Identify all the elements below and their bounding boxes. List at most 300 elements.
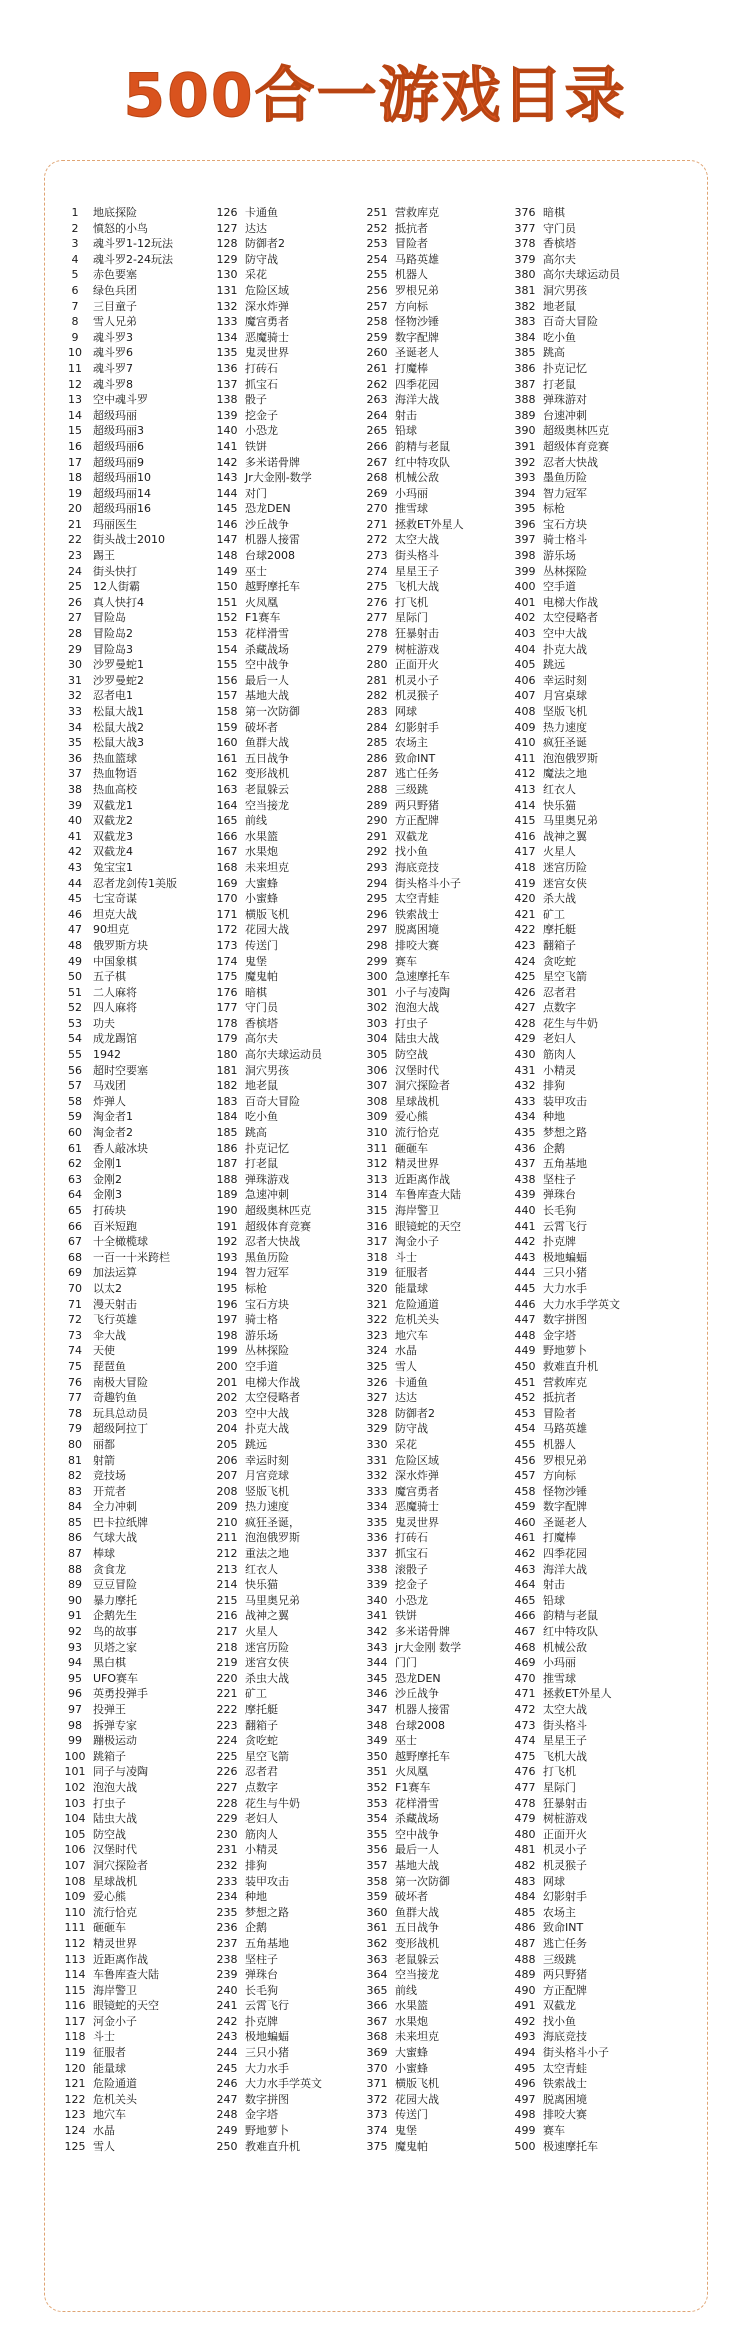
game-entry [61, 1109, 211, 1125]
game-name: 小蜜蜂 [395, 2061, 428, 2075]
game-name: 扑克大战 [543, 642, 587, 656]
game-name: 马路英雄 [543, 1422, 587, 1436]
game-entry [213, 2045, 363, 2061]
game-list-columns [45, 205, 709, 2305]
game-number: 485 [514, 1905, 536, 1919]
game-name: 多米诺骨牌 [245, 455, 300, 469]
game-name: 花生与牛奶 [543, 1016, 598, 1030]
game-entry [61, 1764, 211, 1780]
game-number: 15 [68, 424, 82, 438]
game-entry [213, 455, 363, 471]
game-number: 410 [514, 736, 536, 750]
game-number: 282 [366, 689, 388, 703]
game-entry [61, 1624, 211, 1640]
game-entry [511, 954, 661, 970]
game-name: 打砖块 [93, 1204, 126, 1217]
game-name: 快乐猫 [245, 1578, 278, 1592]
game-entry [213, 735, 363, 751]
game-name: 花样滑雪 [245, 627, 289, 641]
game-name: 百奇大冒险 [245, 1094, 300, 1108]
game-name: 第一次防御 [395, 1874, 450, 1888]
game-entry [363, 985, 513, 1001]
game-name: 网球 [543, 1874, 565, 1888]
game-number: 60 [68, 1126, 82, 1140]
game-entry [363, 1998, 513, 2014]
game-entry [61, 2014, 211, 2030]
game-entry [363, 2045, 513, 2061]
game-name: 百奇大冒险 [543, 315, 598, 329]
game-entry [61, 1250, 211, 1266]
game-entry [363, 1234, 513, 1250]
game-entry [511, 1375, 661, 1391]
game-number: 166 [216, 829, 238, 843]
game-name: 加法运算 [93, 1266, 137, 1280]
game-name: 未来坦克 [245, 860, 289, 874]
game-number: 196 [216, 1297, 238, 1311]
game-number: 371 [366, 2077, 388, 2091]
game-number: 211 [216, 1531, 238, 1545]
game-name: 小玛丽 [395, 486, 428, 500]
page-title: 500合一游戏目录 [123, 61, 627, 131]
game-number: 248 [216, 2108, 238, 2122]
game-number: 249 [216, 2124, 238, 2138]
game-entry [511, 2029, 661, 2045]
game-entry [363, 2123, 513, 2139]
game-name: 深水炸弹 [245, 299, 289, 313]
game-number: 449 [514, 1344, 536, 1358]
game-entry [213, 720, 363, 736]
game-name: 拯救ET外星人 [395, 517, 464, 531]
game-entry [511, 532, 661, 548]
game-name: 90坦克 [93, 923, 129, 937]
game-entry [61, 205, 211, 221]
game-entry [61, 439, 211, 455]
game-name: 滚骰子 [395, 1562, 428, 1576]
game-number: 269 [366, 486, 388, 500]
game-entry [363, 1047, 513, 1063]
game-name: 小恐龙 [245, 424, 278, 438]
game-entry [511, 844, 661, 860]
game-number: 165 [216, 814, 238, 828]
game-number: 234 [216, 1890, 238, 1904]
game-name: 沙罗曼蛇1 [93, 658, 144, 672]
game-entry [213, 1359, 363, 1375]
game-number: 4 [71, 252, 79, 266]
game-entry [213, 2107, 363, 2123]
game-entry [363, 1172, 513, 1188]
game-entry [61, 455, 211, 471]
game-name: 找小鱼 [543, 2014, 576, 2028]
game-name: 能量球 [395, 1281, 428, 1295]
game-name: 鬼堡 [245, 954, 267, 968]
game-number: 96 [68, 1687, 82, 1701]
game-name: 守门员 [245, 1001, 278, 1015]
game-name: 采花 [395, 1437, 417, 1451]
game-entry [511, 2061, 661, 2077]
game-entry [61, 1421, 211, 1437]
game-name: 弹珠台 [245, 1968, 278, 1982]
game-entry [213, 2123, 363, 2139]
game-number: 468 [514, 1640, 536, 1654]
game-name: 正面开火 [543, 1827, 587, 1841]
game-entry [511, 1016, 661, 1032]
game-entry [511, 1437, 661, 1453]
game-number: 466 [514, 1609, 536, 1623]
game-entry [511, 1967, 661, 1983]
game-number: 239 [216, 1968, 238, 1982]
game-number: 380 [514, 268, 536, 282]
game-number: 132 [216, 299, 238, 313]
game-number: 327 [366, 1391, 388, 1405]
game-number: 374 [366, 2124, 388, 2138]
game-entry [511, 1172, 661, 1188]
game-name: 全力冲刺 [93, 1500, 137, 1514]
game-name: 红衣人 [543, 782, 576, 796]
game-number: 176 [216, 985, 238, 999]
game-entry [363, 1219, 513, 1235]
game-entry [511, 1312, 661, 1328]
game-entry [363, 299, 513, 315]
game-entry [511, 1047, 661, 1063]
game-number: 260 [366, 346, 388, 360]
game-name: 车鲁库查大陆 [93, 1968, 159, 1982]
game-entry [511, 2045, 661, 2061]
game-entry [511, 735, 661, 751]
game-entry [363, 564, 513, 580]
game-name: 扑克大战 [245, 1422, 289, 1436]
game-entry [363, 1936, 513, 1952]
game-name: 深水炸弹 [395, 1469, 439, 1483]
game-name: 跳远 [543, 658, 565, 672]
game-name: 大力水手学英文 [245, 2077, 322, 2091]
game-entry [511, 1780, 661, 1796]
game-number: 101 [64, 1765, 86, 1779]
game-entry [213, 1889, 363, 1905]
game-entry [213, 1780, 363, 1796]
game-name: 马里奥兄弟 [543, 814, 598, 828]
game-entry [363, 1718, 513, 1734]
game-name: 月宫竞球 [245, 1469, 289, 1483]
game-number: 471 [514, 1687, 536, 1701]
game-name: 矿工 [543, 907, 565, 921]
game-entry [511, 1702, 661, 1718]
game-name: 魔鬼帕 [395, 2139, 428, 2153]
game-entry [213, 1078, 363, 1094]
game-number: 12 [68, 377, 82, 391]
game-name: 骑士格斗 [543, 533, 587, 547]
game-number: 105 [64, 1827, 86, 1841]
game-number: 70 [68, 1281, 82, 1295]
game-entry [363, 1078, 513, 1094]
game-name: 香槟塔 [543, 237, 576, 251]
game-entry [363, 1406, 513, 1422]
game-entry [511, 267, 661, 283]
game-number: 244 [216, 2046, 238, 2060]
game-entry [511, 1983, 661, 1999]
game-entry [511, 1733, 661, 1749]
game-number: 117 [64, 2014, 86, 2028]
game-name: 挖金子 [245, 408, 278, 422]
game-name: 跳高 [245, 1126, 267, 1140]
game-name: 急速冲刺 [245, 1188, 289, 1202]
game-name: 超级玛丽3 [93, 424, 144, 438]
game-number: 30 [68, 658, 82, 672]
game-entry [61, 860, 211, 876]
game-number: 182 [216, 1079, 238, 1093]
game-number: 366 [366, 1999, 388, 2013]
game-entry [213, 610, 363, 626]
game-name: 跳高 [543, 346, 565, 360]
game-name: 数字拼图 [245, 2092, 289, 2106]
game-number: 377 [514, 221, 536, 235]
game-name: 长毛狗 [245, 1983, 278, 1997]
game-entry [363, 1343, 513, 1359]
game-number: 95 [68, 1671, 82, 1685]
game-number: 482 [514, 1858, 536, 1872]
game-number: 232 [216, 1858, 238, 1872]
game-entry [213, 1265, 363, 1281]
game-number: 396 [514, 517, 536, 531]
game-entry [511, 283, 661, 299]
game-name: 太空青蛙 [395, 892, 439, 906]
game-entry [363, 1577, 513, 1593]
game-entry [363, 1593, 513, 1609]
game-name: 射击 [395, 408, 417, 422]
game-name: 竞技场 [93, 1469, 126, 1483]
game-number: 262 [366, 377, 388, 391]
game-entry [61, 1608, 211, 1624]
game-entry [511, 782, 661, 798]
game-name: 数字配牌 [543, 1500, 587, 1514]
game-name: 洞穴男孩 [245, 1063, 289, 1077]
game-name: 树桩游戏 [395, 642, 439, 656]
game-name: 黑鱼历险 [245, 1250, 289, 1264]
game-name: 拯救ET外星人 [543, 1687, 612, 1701]
game-name: 高尔夫球运动员 [245, 1048, 322, 1062]
game-entry [363, 236, 513, 252]
game-name: 淘金者2 [93, 1126, 133, 1140]
game-number: 240 [216, 1983, 238, 1997]
game-entry [61, 345, 211, 361]
game-number: 442 [514, 1235, 536, 1249]
game-number: 352 [366, 1780, 388, 1794]
game-name: 星空飞箭 [245, 1749, 289, 1763]
game-name: 雪人 [93, 2139, 115, 2153]
game-entry [61, 1390, 211, 1406]
game-entry [213, 1546, 363, 1562]
game-number: 370 [366, 2061, 388, 2075]
game-entry [363, 330, 513, 346]
game-entry [511, 1811, 661, 1827]
game-entry [511, 595, 661, 611]
game-name: 星星王子 [543, 1734, 587, 1748]
game-number: 356 [366, 1843, 388, 1857]
game-entry [511, 610, 661, 626]
game-entry [61, 267, 211, 283]
game-name: 魔宫勇者 [245, 315, 289, 329]
game-number: 415 [514, 814, 536, 828]
game-name: 地穴车 [93, 2108, 126, 2122]
game-name: 筋肉人 [543, 1048, 576, 1062]
game-name: 大力水手学英文 [543, 1297, 620, 1311]
game-entry [213, 423, 363, 439]
game-entry [61, 2139, 211, 2155]
game-number: 61 [68, 1141, 82, 1155]
game-name: 贪食龙 [93, 1562, 126, 1576]
game-number: 324 [366, 1344, 388, 1358]
game-entry [213, 1063, 363, 1079]
game-number: 289 [366, 798, 388, 812]
game-name: Jr大金刚-数学 [245, 471, 312, 485]
game-number: 372 [366, 2092, 388, 2106]
game-name: 雪人兄弟 [93, 315, 137, 329]
game-number: 334 [366, 1500, 388, 1514]
game-entry [363, 1952, 513, 1968]
game-entry [363, 486, 513, 502]
game-number: 379 [514, 252, 536, 266]
game-entry [61, 813, 211, 829]
game-list-column-4 [511, 205, 661, 2154]
game-number: 69 [68, 1266, 82, 1280]
game-number: 386 [514, 361, 536, 375]
game-name: 防御者2 [245, 237, 285, 251]
game-entry [511, 1936, 661, 1952]
game-entry [61, 392, 211, 408]
game-entry [363, 532, 513, 548]
game-entry [511, 876, 661, 892]
game-name: 星球战机 [395, 1094, 439, 1108]
game-entry [213, 1312, 363, 1328]
game-number: 431 [514, 1063, 536, 1077]
game-entry [61, 1468, 211, 1484]
game-entry [61, 1874, 211, 1890]
game-number: 46 [68, 907, 82, 921]
game-number: 500 [514, 2139, 536, 2153]
game-number: 464 [514, 1578, 536, 1592]
game-entry [511, 1998, 661, 2014]
game-entry [511, 985, 661, 1001]
game-name: 四人麻将 [93, 1001, 137, 1015]
game-entry [213, 626, 363, 642]
game-name: 极速摩托车 [543, 2139, 598, 2153]
game-number: 111 [64, 1921, 86, 1935]
game-name: 十全橄榄球 [93, 1235, 148, 1249]
game-number: 373 [366, 2108, 388, 2122]
game-name: 机灵小子 [543, 1843, 587, 1857]
game-entry [213, 314, 363, 330]
game-number: 2 [71, 221, 79, 235]
game-entry [61, 1484, 211, 1500]
game-number: 337 [366, 1547, 388, 1561]
game-name: 精灵世界 [395, 1157, 439, 1171]
game-name: 洞穴探险者 [93, 1858, 148, 1872]
game-name: 老鼠躲云 [245, 782, 289, 796]
game-name: 鱼群大战 [395, 1905, 439, 1919]
game-entry [61, 1702, 211, 1718]
game-entry [61, 579, 211, 595]
game-name: 未来坦克 [395, 2030, 439, 2044]
game-number: 205 [216, 1437, 238, 1451]
game-number: 428 [514, 1016, 536, 1030]
game-name: 网球 [395, 705, 417, 718]
game-entry [363, 501, 513, 517]
game-entry [363, 1468, 513, 1484]
game-entry [61, 517, 211, 533]
game-number: 444 [514, 1266, 536, 1280]
game-name: 金刚3 [93, 1188, 122, 1202]
game-entry [511, 891, 661, 907]
game-entry [511, 1078, 661, 1094]
game-entry [363, 1827, 513, 1843]
game-name: 沙丘战争 [395, 1687, 439, 1701]
game-number: 57 [68, 1079, 82, 1093]
game-entry [363, 423, 513, 439]
game-number: 361 [366, 1921, 388, 1935]
game-number: 145 [216, 502, 238, 516]
game-entry [213, 1624, 363, 1640]
game-entry [511, 1671, 661, 1687]
game-entry [213, 1343, 363, 1359]
game-entry [363, 1858, 513, 1874]
game-name: 巫士 [245, 564, 267, 578]
game-number: 147 [216, 533, 238, 547]
game-entry [511, 221, 661, 237]
game-number: 214 [216, 1578, 238, 1592]
game-name: 树桩游戏 [543, 1812, 587, 1826]
game-entry [363, 1063, 513, 1079]
game-entry [511, 205, 661, 221]
game-entry [61, 252, 211, 268]
game-number: 190 [216, 1204, 238, 1217]
game-name: 机器人 [543, 1437, 576, 1451]
game-name: 打虫子 [395, 1016, 428, 1030]
game-name: 最后一人 [395, 1843, 439, 1857]
game-number: 476 [514, 1765, 536, 1779]
game-name: 宝石方块 [245, 1297, 289, 1311]
game-name: 五日战争 [245, 751, 289, 765]
game-number: 140 [216, 424, 238, 438]
game-name: 忍者电1 [93, 689, 133, 703]
game-entry [213, 688, 363, 704]
game-name: 铅球 [543, 1593, 565, 1607]
game-name: 海底竞技 [543, 2030, 587, 2044]
game-number: 197 [216, 1313, 238, 1327]
game-number: 94 [68, 1656, 82, 1670]
game-entry [213, 1484, 363, 1500]
game-name: 水果篮 [245, 829, 278, 843]
game-entry [213, 1640, 363, 1656]
game-name: 超级阿拉丁 [93, 1422, 148, 1436]
game-name: 忍者君 [543, 985, 576, 999]
game-name: 空中战争 [245, 658, 289, 672]
game-entry [61, 1063, 211, 1079]
game-entry [213, 1390, 363, 1406]
game-entry [213, 330, 363, 346]
game-entry [511, 252, 661, 268]
game-entry [213, 1125, 363, 1141]
game-entry [511, 673, 661, 689]
game-name: 冒险者 [543, 1406, 576, 1420]
game-number: 341 [366, 1609, 388, 1623]
game-entry [213, 532, 363, 548]
game-number: 474 [514, 1734, 536, 1748]
game-name: 海岸警卫 [395, 1204, 439, 1217]
game-number: 26 [68, 595, 82, 609]
game-number: 215 [216, 1593, 238, 1607]
game-name: 热血高校 [93, 782, 137, 796]
game-number: 483 [514, 1874, 536, 1888]
game-number: 58 [68, 1094, 82, 1108]
